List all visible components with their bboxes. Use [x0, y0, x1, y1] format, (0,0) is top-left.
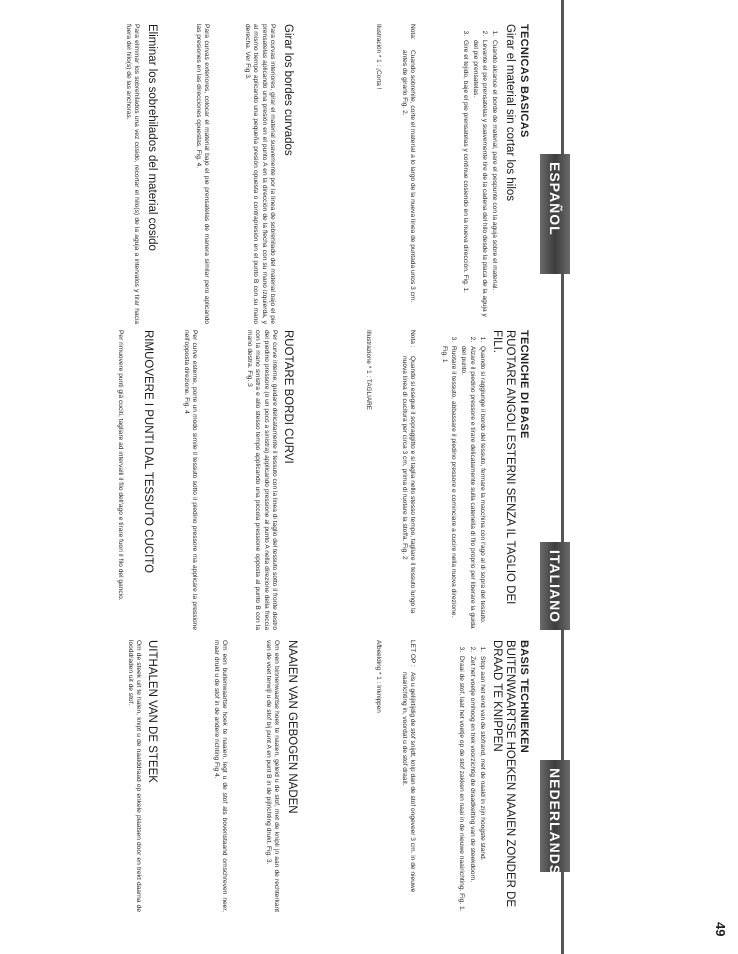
paragraph-3: Per rimuovere punti già cuciti, tagliare ad intervalli il filo dell'ago e tirare fuori il filo del gancio.: [117, 330, 124, 601]
note-text: Als u gelijktijdig de stof snijdt, knip dan de stof ongeveer 3 cm. in de nieuwe naairichting in, voordat u de stof draait.: [400, 672, 416, 893]
language-band: NEDERLANDS: [540, 760, 570, 872]
subheading-3: UITHALEN VAN DE STEEK: [146, 640, 158, 783]
note: [399, 640, 416, 912]
column-italiano: [0, 330, 738, 630]
step-2: 2. Zet het voetje omhoog en trek voorzichtig de draadketting van de steekdoorn.: [467, 654, 475, 912]
paragraph-3: Om de steek uit te halen, knipt u de naalddraad op enkele plaatsen door en trekt daarna de looddraden uit de stof.: [126, 640, 142, 912]
subheading-1: BUITENWAARTSE HOEKEN NAAIEN ZONDER DE DRAAD TE KNIPPEN: [491, 640, 516, 908]
note: [399, 24, 416, 324]
subheading-2: NAAIEN VAN GEBOGEN NADEN: [286, 640, 298, 814]
step-3: 3. Draai de stof, laat het voetje op de stof zakken en naai in de nieuwe naairichting. Fig. 1.: [457, 654, 465, 912]
steps-list: [455, 640, 486, 912]
note-label: LET OP :: [409, 640, 416, 667]
step-1: 1. Quando si raggiunge il bordo del tessuto, fermare la macchina con l'ago al di sopra del tessuto.: [478, 344, 486, 630]
note-label: Nota:: [409, 24, 416, 40]
paragraph-2b: Per curve esterne, porre un modo simile il tessuto sotto il piedino pressore ma applicare la pressione nell'opposta direzione. Fig. 4: [182, 330, 198, 630]
step-2: 2. Levante el pie prensatelas y suavemente tire de la cadena del hilo desde la placa de la aguja y del pie prensatelas.: [471, 38, 488, 320]
subheading-2: RUOTARE BORDI CURVI: [282, 330, 294, 464]
language-band: ITALIANO: [540, 542, 570, 630]
subheading-1: RUOTARE ANGOLI ESTERNI SENZA IL TAGLIO DEI FILI.: [491, 330, 516, 605]
step-3: 3. Gire el tejido, baje el pie prensatelas y continue cosiendo en la nueva dirección. Fig. 1.: [460, 38, 468, 320]
paragraph-2a: Para curvas interiores, girar el material suavemente por la línea de sobrehilado del material bajo el pie prensatelas aplicando una presión en el punto A en la dirección de la flecha con su mano izquierda, y al mismo tiempo aplicando una pequeña presión opuesta o contrapresión en el punto B con su mano derecha. Ver Fig 3.: [243, 24, 276, 324]
paragraph-3: Para eliminar los sobrehilados una vez cosido, recortar el hilo(s) de la aguja a intervalos y tirar hacia fuera del hilo(s) de las anchoras.: [124, 24, 140, 324]
subheading-3: RIMUOVERE I PUNTI DAL TESSUTO CUCITO: [142, 330, 154, 574]
subheading-1: Girar el material sin cortar los hilos: [504, 24, 516, 202]
note: [399, 330, 416, 630]
page-number: 49: [713, 922, 728, 937]
illustration-caption: Afbeelding * 1 : Inknippen: [375, 640, 382, 713]
paragraph-2a: Per curve interne, guidare delicatamente il tessuto con la linea di taglio del tessuto sotto il fronte destro del piedino pressore (o un poco a sinistra) applicando pressione al punto A nella direzione della freccia con la mano sinistra e allo stesso tempo applicando una piccola pressione opposta al punto B con la mano destra. Fig. 3: [245, 330, 278, 630]
note-label: Nota :: [409, 330, 416, 348]
paragraph-2b: Om een buitenwaartse hoek te naaien, legt u de stof als bovenstaand omschreven neer, maar drukt u de stof in de andere richting Fig 4.: [212, 640, 228, 912]
subheading-3: Eliminar los sobrehilados del material cosido: [146, 24, 158, 251]
note-text: Quando si esegue il sopraggitto e si taglia nello stesso tempo, tagliare il tessuto lungo la nuova linea di cucitura per circa 3 cm, prima di ruotare la stoffa. Fig. 2: [400, 356, 416, 614]
note-text: Cuando sobrehile, corte el material a lo largo de la nueva línea de puntada unos 3 cm. antes de girarlo Fig. 2.: [400, 50, 416, 303]
section-title: TECNICHE DI BASE: [518, 330, 530, 439]
section-title: BASIS TECHNIEKEN: [518, 640, 530, 753]
subheading-2: Girar los bordes curvados: [282, 24, 294, 156]
steps-list: [438, 330, 486, 630]
step-1: 1. Stop aan het eind van de stofrand, met de naald in zijn hoogste stand.: [478, 654, 486, 912]
section-title: TECNICAS BASICAS: [518, 24, 530, 138]
step-2: 2. Alzare il piedino pressore e tirare delicatamente sulla catenella di filo proprio per liberare la guida del punto.: [459, 344, 476, 630]
step-3: 3. Ruotare il tessuto, abbassare il piedino pressore e cominciare a cucire nella nuova direzione. Fig. 1: [440, 344, 457, 630]
paragraph-2a: Om een binnenwaartse hoek te naaien, geleid u de stof, met de knipli jn aan de rechterkant van de voet terwijl u de stof bij punt A en punt B in de pijlrichting drukt. Fig. 3.: [264, 640, 280, 912]
paragraph-2b: Para curvas exteriores, colocar el material bajo el pie prensatelas de manera similar pero aplicando las presiones en las direcciones opuestas. Fig. 4.: [194, 24, 210, 324]
steps-list: [458, 24, 498, 320]
language-band: ESPAÑOL: [540, 154, 570, 274]
illustration-caption: Illustrazione * 1 : TAGLIARE: [365, 330, 372, 411]
column-nederlands: [0, 640, 738, 912]
column-espanol: [0, 24, 738, 324]
step-1: 1. Cuando alcance el borde de material, pare el pespunte con la aguja sobre el material.: [490, 38, 498, 320]
illustration-caption: Ilustración * 1 : ¡Corta !: [375, 24, 382, 90]
